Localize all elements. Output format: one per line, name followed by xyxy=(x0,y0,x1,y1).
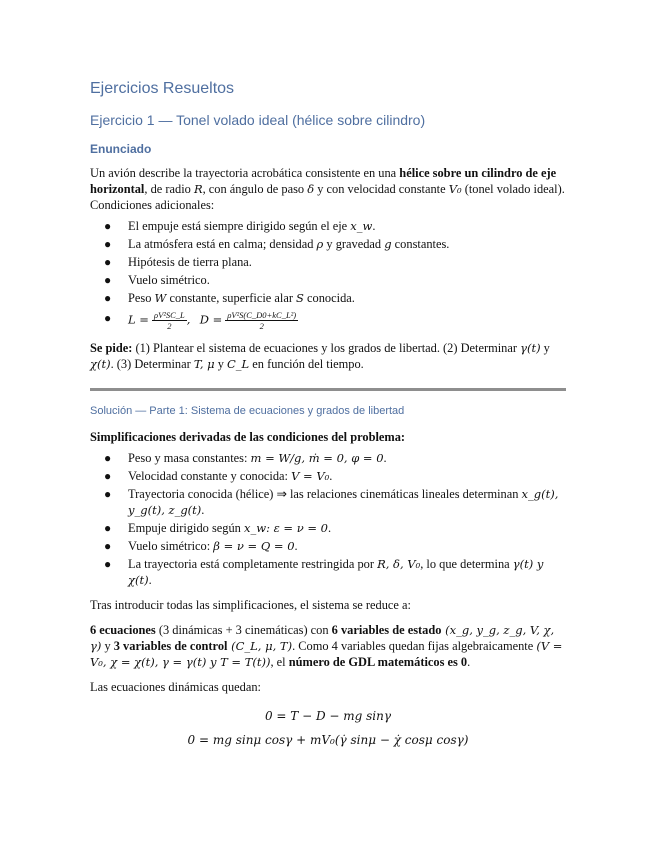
list-item xyxy=(104,290,566,306)
math: χ(t) xyxy=(90,357,111,371)
bullet-icon: ● xyxy=(104,219,112,233)
math: (V = V₀, χ = χ(t), γ = γ(t) y T = T(t)) xyxy=(90,639,563,669)
math-V0: V₀ xyxy=(448,182,462,196)
math: β = ν = Q = 0 xyxy=(213,539,295,553)
equation-1: 0 = T − D − mg sinγ xyxy=(264,709,392,723)
text: y con velocidad constante xyxy=(314,182,449,196)
bullet-icon: ● xyxy=(104,487,112,501)
text: . xyxy=(372,219,376,233)
math: S xyxy=(296,291,304,305)
list-item xyxy=(104,538,566,554)
document-page xyxy=(90,72,566,747)
text: . xyxy=(383,451,387,465)
text: . (3) Determinar xyxy=(110,357,194,371)
math: W xyxy=(154,291,167,305)
math: g xyxy=(384,237,392,251)
text: Trayectoria conocida (hélice) ⇒ las relaciones cinemáticas lineales determinan xyxy=(128,487,522,501)
bold-text: 6 ecuaciones xyxy=(90,623,156,637)
text: . xyxy=(329,469,333,483)
text: . xyxy=(148,573,152,587)
text: Velocidad constante y conocida: xyxy=(128,469,292,483)
text: Vuelo simétrico. xyxy=(128,273,210,287)
text: (tonel volado ideal). Condiciones adicionales: xyxy=(90,182,565,212)
bold-text: hélice sobre un cilindro de eje horizontal xyxy=(90,166,557,196)
bold-text: 6 variables de estado xyxy=(331,623,442,637)
bullet-icon: ● xyxy=(104,521,112,535)
list-item-formulas xyxy=(104,310,566,331)
math: ρ xyxy=(316,237,324,251)
bullet-icon: ● xyxy=(104,291,112,305)
list-item xyxy=(104,450,566,466)
text: Hipótesis de tierra plana. xyxy=(128,255,252,269)
reduce-paragraph: Tras introducir todas las simplificaciones, el sistema se reduce a: xyxy=(90,598,411,612)
bullet-icon: ● xyxy=(104,311,112,325)
math: γ(t) y χ(t) xyxy=(128,557,544,587)
section-divider xyxy=(90,388,566,391)
bullet-icon: ● xyxy=(104,273,112,287)
bold-text: número de GDL matemáticos es 0 xyxy=(288,655,468,669)
list-item xyxy=(104,468,566,484)
text: y gravedad xyxy=(323,237,385,251)
drag-numerator: ρV²S(C_D0+kC_L²) xyxy=(227,310,297,320)
text: . xyxy=(201,503,205,517)
enunciado-heading: Enunciado xyxy=(90,142,152,156)
bullet-icon: ● xyxy=(104,539,112,553)
list-item xyxy=(104,556,566,588)
list-item xyxy=(104,272,566,288)
system-paragraph xyxy=(90,622,566,670)
list-item xyxy=(104,254,566,270)
math-delta: δ xyxy=(307,182,315,196)
math: (x_g, y_g, z_g, V, χ, γ) xyxy=(90,623,555,653)
math: T, μ xyxy=(193,357,215,371)
text: y xyxy=(101,639,114,653)
text: La trayectoria está completamente restringida por xyxy=(128,557,378,571)
bullet-icon: ● xyxy=(104,255,112,269)
bullet-icon: ● xyxy=(104,469,112,483)
text: El empuje está siempre dirigido según el eje xyxy=(128,219,351,233)
text: Un avión describe la trayectoria acrobática consistente en una xyxy=(90,166,400,180)
dynamic-equations-heading: Las ecuaciones dinámicas quedan: xyxy=(90,680,261,694)
lift-lhs: L = xyxy=(128,312,149,327)
equation-2: 0 = mg sinμ cosγ + mV₀(γ̇ sinμ − χ̇ cosμ cosγ) xyxy=(187,733,469,747)
math-R: R xyxy=(193,182,203,196)
text: conocida. xyxy=(303,291,355,305)
text: y xyxy=(214,357,227,371)
drag-lhs: D = xyxy=(199,312,223,327)
se-pide-paragraph xyxy=(90,340,566,372)
text: , de radio xyxy=(144,182,194,196)
text: constante, superficie alar xyxy=(166,291,297,305)
document-title: Ejercicios Resueltos xyxy=(90,80,235,97)
list-item xyxy=(104,486,566,518)
lift-fraction xyxy=(152,310,187,331)
bullet-icon: ● xyxy=(104,451,112,465)
lift-numerator: ρV²SC_L xyxy=(154,310,185,320)
simplifications-list xyxy=(90,450,566,588)
bold-text: Simplificaciones derivadas de las condiciones del problema: xyxy=(90,430,406,444)
list-item xyxy=(104,218,566,234)
bullet-icon: ● xyxy=(104,237,112,251)
text: , lo que determina xyxy=(420,557,513,571)
exercise-title: Ejercicio 1 — Tonel volado ideal (hélice sobre cilindro) xyxy=(90,112,426,128)
text: Peso xyxy=(128,291,155,305)
enunciado-paragraph xyxy=(90,165,566,213)
math: x_g(t), y_g(t), z_g(t) xyxy=(128,487,559,517)
simplifications-heading xyxy=(90,429,566,445)
math: R, δ, V₀ xyxy=(377,557,421,571)
text: Empuje dirigido según xyxy=(128,521,244,535)
math: C_L xyxy=(227,357,250,371)
bullet-icon: ● xyxy=(104,557,112,571)
drag-fraction xyxy=(225,310,298,331)
math: x_w xyxy=(350,219,373,233)
math: m = W/g, ṁ = 0, φ = 0 xyxy=(250,451,384,465)
separator: , xyxy=(186,312,191,327)
math: (C_L, μ, T) xyxy=(227,639,293,653)
list-item xyxy=(104,236,566,252)
se-pide-label: Se pide: xyxy=(90,341,133,355)
text: . Como 4 variables quedan fijas algebraicamente xyxy=(292,639,537,653)
solution-heading: Solución — Parte 1: Sistema de ecuaciones y grados de libertad xyxy=(90,405,405,417)
text: . xyxy=(327,521,332,535)
drag-denominator: 2 xyxy=(259,321,264,331)
text: Vuelo simétrico: xyxy=(128,539,214,553)
text: constantes. xyxy=(391,237,450,251)
math: V = V₀ xyxy=(291,469,330,483)
math: γ(t) xyxy=(520,341,541,355)
text: Peso y masa constantes: xyxy=(128,451,251,465)
text: La atmósfera está en calma; densidad xyxy=(128,237,317,251)
text: (3 dinámicas + 3 cinemáticas) con xyxy=(155,623,332,637)
lift-denominator: 2 xyxy=(167,321,172,331)
bold-text: 3 variables de control xyxy=(113,639,228,653)
text: en función del tiempo. xyxy=(249,357,364,371)
text: (1) Plantear el sistema de ecuaciones y los grados de libertad. (2) Determinar xyxy=(132,341,521,355)
conditions-list xyxy=(90,218,566,331)
text: , el xyxy=(270,655,289,669)
text: . xyxy=(467,655,471,669)
math: x_w: ε = ν = 0 xyxy=(243,521,328,535)
text: y xyxy=(540,341,550,355)
list-item xyxy=(104,520,566,536)
text: , con ángulo de paso xyxy=(202,182,308,196)
text: . xyxy=(294,539,298,553)
